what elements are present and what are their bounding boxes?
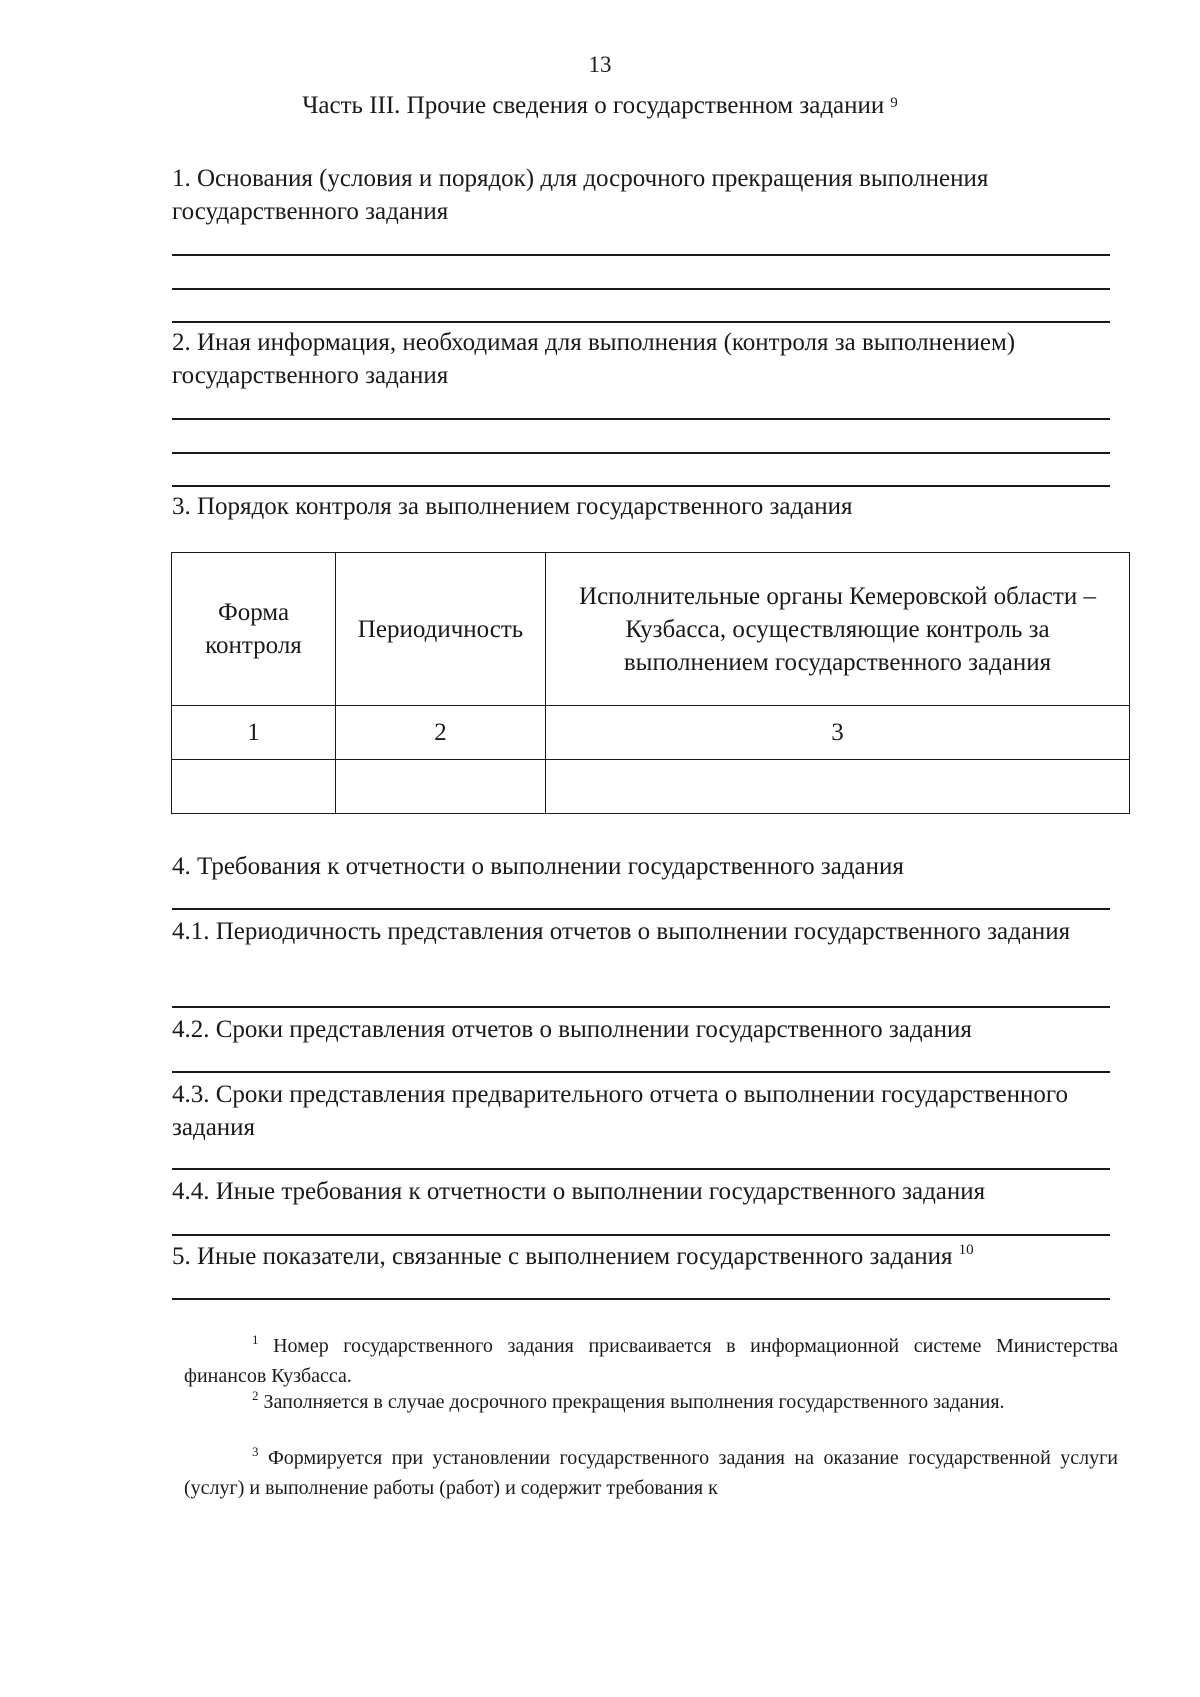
empty-cell [172,760,336,814]
footnote-text: Номер государственного задания присваивается в информационной системе Министерства финансов Кузбасса. [184,1335,1119,1387]
fill-line [172,1168,1110,1170]
footnote-mark: 2 [252,1388,259,1403]
title-text: Часть III. Прочие сведения о государственном задании [302,92,885,119]
column-number: 3 [546,706,1130,760]
header-executive-bodies: Исполнительные органы Кемеровской области – Кузбасса, осуществляющие контроль за выполнением государственного задания [546,553,1130,706]
page-title [0,92,1200,120]
section-4-3-heading: 4.3. Сроки представления предварительного отчета о выполнении государственного задания [172,1081,1069,1141]
section-4-1-heading: 4.1. Периодичность представления отчетов о выполнении государственного задания [172,918,1071,945]
fill-line [172,1006,1110,1008]
section-5-heading [172,1240,1112,1277]
section-5-footnote-mark: 10 [958,1242,974,1258]
section-2-heading: 2. Иная информация, необходимая для выполнения (контроля за выполнением) государственного задания [172,329,1016,389]
table-number-row [172,706,1130,760]
footnote-1 [184,1332,1118,1390]
fill-line [172,452,1110,454]
fill-line [172,254,1110,256]
column-number: 2 [336,706,546,760]
fill-line [172,288,1110,290]
empty-cell [336,760,546,814]
fill-line [172,485,1110,487]
footnote-2 [184,1388,1118,1418]
header-form-of-control: Форма контроля [172,553,336,706]
fill-line [172,1298,1110,1300]
table-header-row [172,553,1130,706]
title-footnote-mark: 9 [890,95,898,111]
fill-line [172,321,1110,323]
footnote-mark: 3 [252,1444,259,1459]
footnote-text: Формируется при установлении государственного задания на оказание государственной услуги (услуг) и выполнение работы (работ) и содержит требования к [184,1447,1118,1499]
section-4-heading: 4. Требования к отчетности о выполнении государственного задания [172,853,904,880]
footnote-text: Заполняется в случае досрочного прекращения выполнения государственного задания. [263,1391,1005,1413]
fill-line [172,1071,1110,1073]
section-4-4-heading: 4.4. Иные требования к отчетности о выполнении государственного задания [172,1178,986,1205]
fill-line [172,908,1110,910]
section-1-heading: 1. Основания (условия и порядок) для досрочного прекращения выполнения государственного задания [172,165,989,225]
footnote-3 [184,1444,1118,1502]
fill-line [172,1234,1110,1236]
page-number: 13 [588,52,612,77]
header-periodicity: Периодичность [336,553,546,706]
table-row [172,760,1130,814]
column-number: 1 [172,706,336,760]
section-4-2-heading: 4.2. Сроки представления отчетов о выполнении государственного задания [172,1016,972,1043]
section-5-text: 5. Иные показатели, связанные с выполнением государственного задания [172,1243,953,1270]
empty-cell [546,760,1130,814]
section-3-heading: 3. Порядок контроля за выполнением государственного задания [172,493,853,520]
footnote-mark: 1 [252,1332,259,1347]
fill-line [172,418,1110,420]
control-table [171,552,1130,814]
